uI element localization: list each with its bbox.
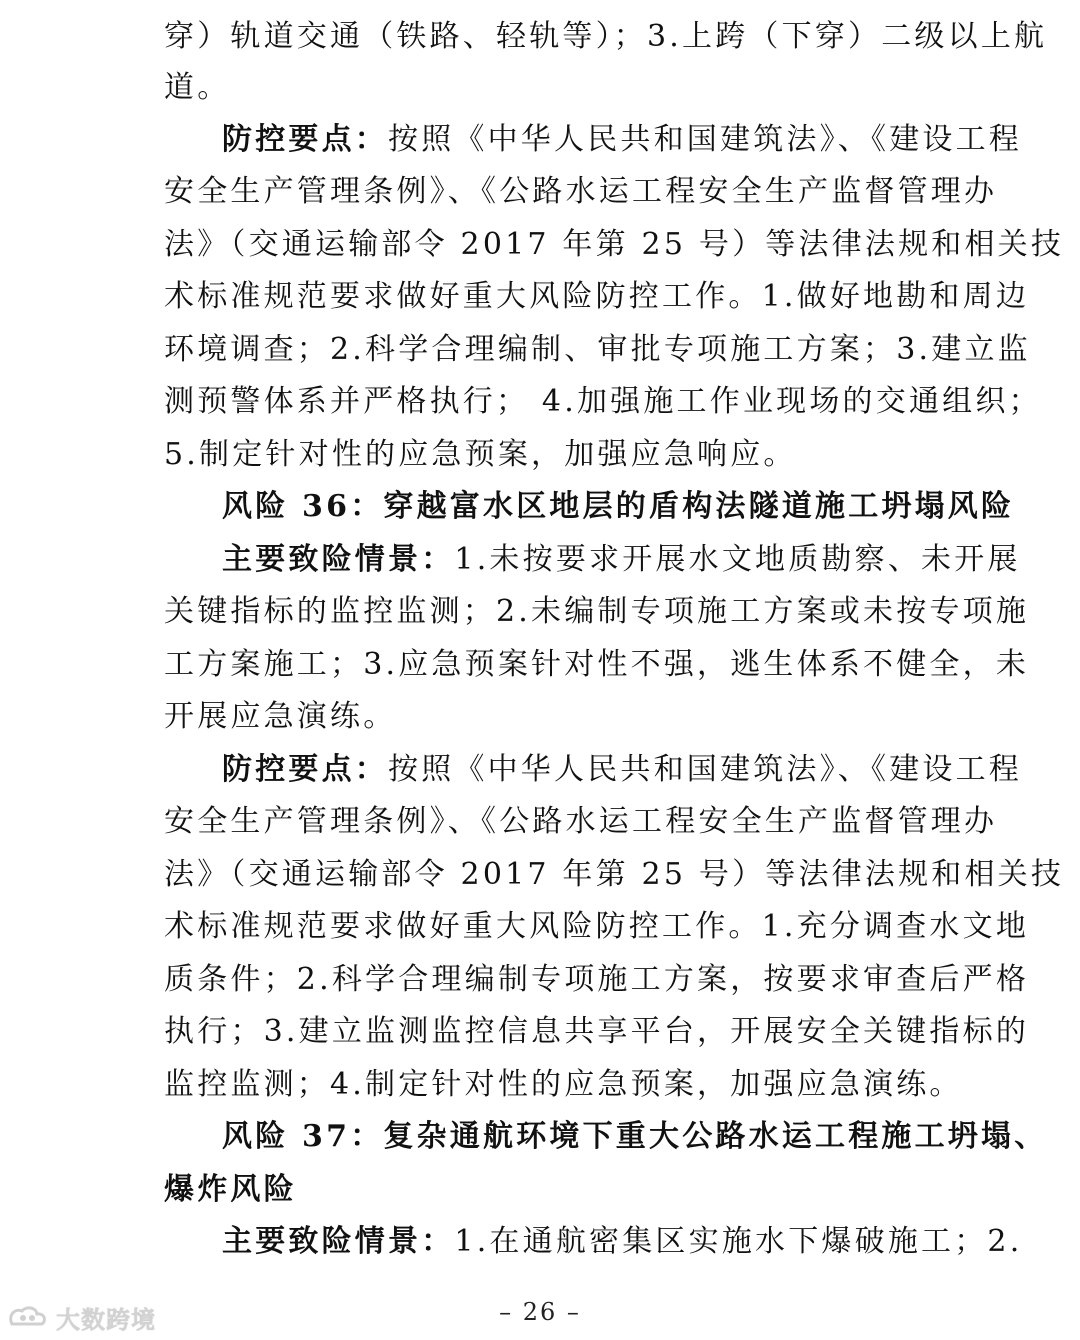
text-line (164, 697, 924, 737)
text-line (164, 68, 924, 108)
line-text: 开展应急演练。 (164, 699, 397, 734)
risk-heading-36 (222, 487, 1015, 527)
paragraph-lead: 防控要点： (222, 122, 388, 157)
line-text: 1.未按要求开展水文地质勘察、未开展 (454, 542, 1021, 577)
heading-text: 风险 36：穿越富水区地层的盾构法隧道施工坍塌风险 (222, 489, 1015, 524)
text-line (164, 277, 1030, 317)
line-text: 安全生产管理条例》、《公路水运工程安全生产监督管理办 (164, 804, 998, 839)
text-line (164, 960, 1030, 1000)
line-text: 按照《中华人民共和国建筑法》、《建设工程 (388, 752, 1022, 787)
page-number: – 26 – (499, 1298, 581, 1326)
text-line (164, 907, 1030, 947)
text-line (164, 802, 998, 842)
line-text: 按照《中华人民共和国建筑法》、《建设工程 (388, 122, 1022, 157)
line-text: 法》（交通运输部令 2017 年第 25 号）等法律法规和相关技 (164, 227, 1065, 262)
line-text: 工方案施工；3.应急预案针对性不强，逃生体系不健全，未 (164, 647, 1030, 682)
watermark-text: 大数跨境 (56, 1305, 156, 1334)
text-line (164, 225, 1065, 265)
line-text: 5.制定针对性的应急预案，加强应急响应。 (164, 437, 797, 472)
line-text: 术标准规范要求做好重大风险防控工作。1.做好地勘和周边 (164, 279, 1030, 314)
paragraph-heading-line (222, 120, 1022, 160)
text-line (164, 382, 1042, 422)
line-text: 法》（交通运输部令 2017 年第 25 号）等法律法规和相关技 (164, 857, 1065, 892)
text-line (164, 645, 1030, 685)
watermark-logo-icon (6, 1302, 50, 1332)
line-text: 质条件；2.科学合理编制专项施工方案，按要求审查后严格 (164, 962, 1030, 997)
text-line (164, 330, 1031, 370)
text-line (164, 172, 998, 212)
paragraph-heading-line (222, 540, 1021, 580)
paragraph-lead: 主要致险情景： (222, 1224, 455, 1259)
paragraph-lead: 主要致险情景： (222, 542, 455, 577)
line-text: 道。 (164, 70, 231, 105)
line-text: 1.在通航密集区实施水下爆破施工；2. (454, 1224, 1023, 1259)
line-text: 穿）轨道交通（铁路、轻轨等）；3.上跨（下穿）二级以上航 (164, 19, 1048, 54)
paragraph-lead: 防控要点： (222, 752, 388, 787)
line-text: 执行；3.建立监测监控信息共享平台，开展安全关键指标的 (164, 1014, 1030, 1049)
risk-heading-37 (222, 1117, 1048, 1157)
heading-text: 爆炸风险 (164, 1172, 297, 1207)
line-text: 环境调查；2.科学合理编制、审批专项施工方案；3.建立监 (164, 332, 1031, 367)
risk-heading-37-continued (164, 1170, 924, 1210)
line-text: 监控监测；4.制定针对性的应急预案，加强应急演练。 (164, 1067, 963, 1102)
paragraph-heading-line (222, 750, 1022, 790)
line-text: 安全生产管理条例》、《公路水运工程安全生产监督管理办 (164, 174, 998, 209)
text-line (164, 1012, 1030, 1052)
line-text: 术标准规范要求做好重大风险防控工作。1.充分调查水文地 (164, 909, 1030, 944)
text-line (164, 1065, 963, 1105)
paragraph-heading-line (222, 1222, 1023, 1262)
text-line (164, 592, 1030, 632)
line-text: 关键指标的监控监测；2.未编制专项施工方案或未按专项施 (164, 594, 1030, 629)
watermark (6, 1300, 156, 1334)
text-line (164, 17, 1048, 57)
text-line (164, 855, 1065, 895)
line-text: 测预警体系并严格执行； 4.加强施工作业现场的交通组织； (164, 384, 1042, 419)
text-line (164, 435, 924, 475)
heading-text: 风险 37：复杂通航环境下重大公路水运工程施工坍塌、 (222, 1119, 1048, 1154)
